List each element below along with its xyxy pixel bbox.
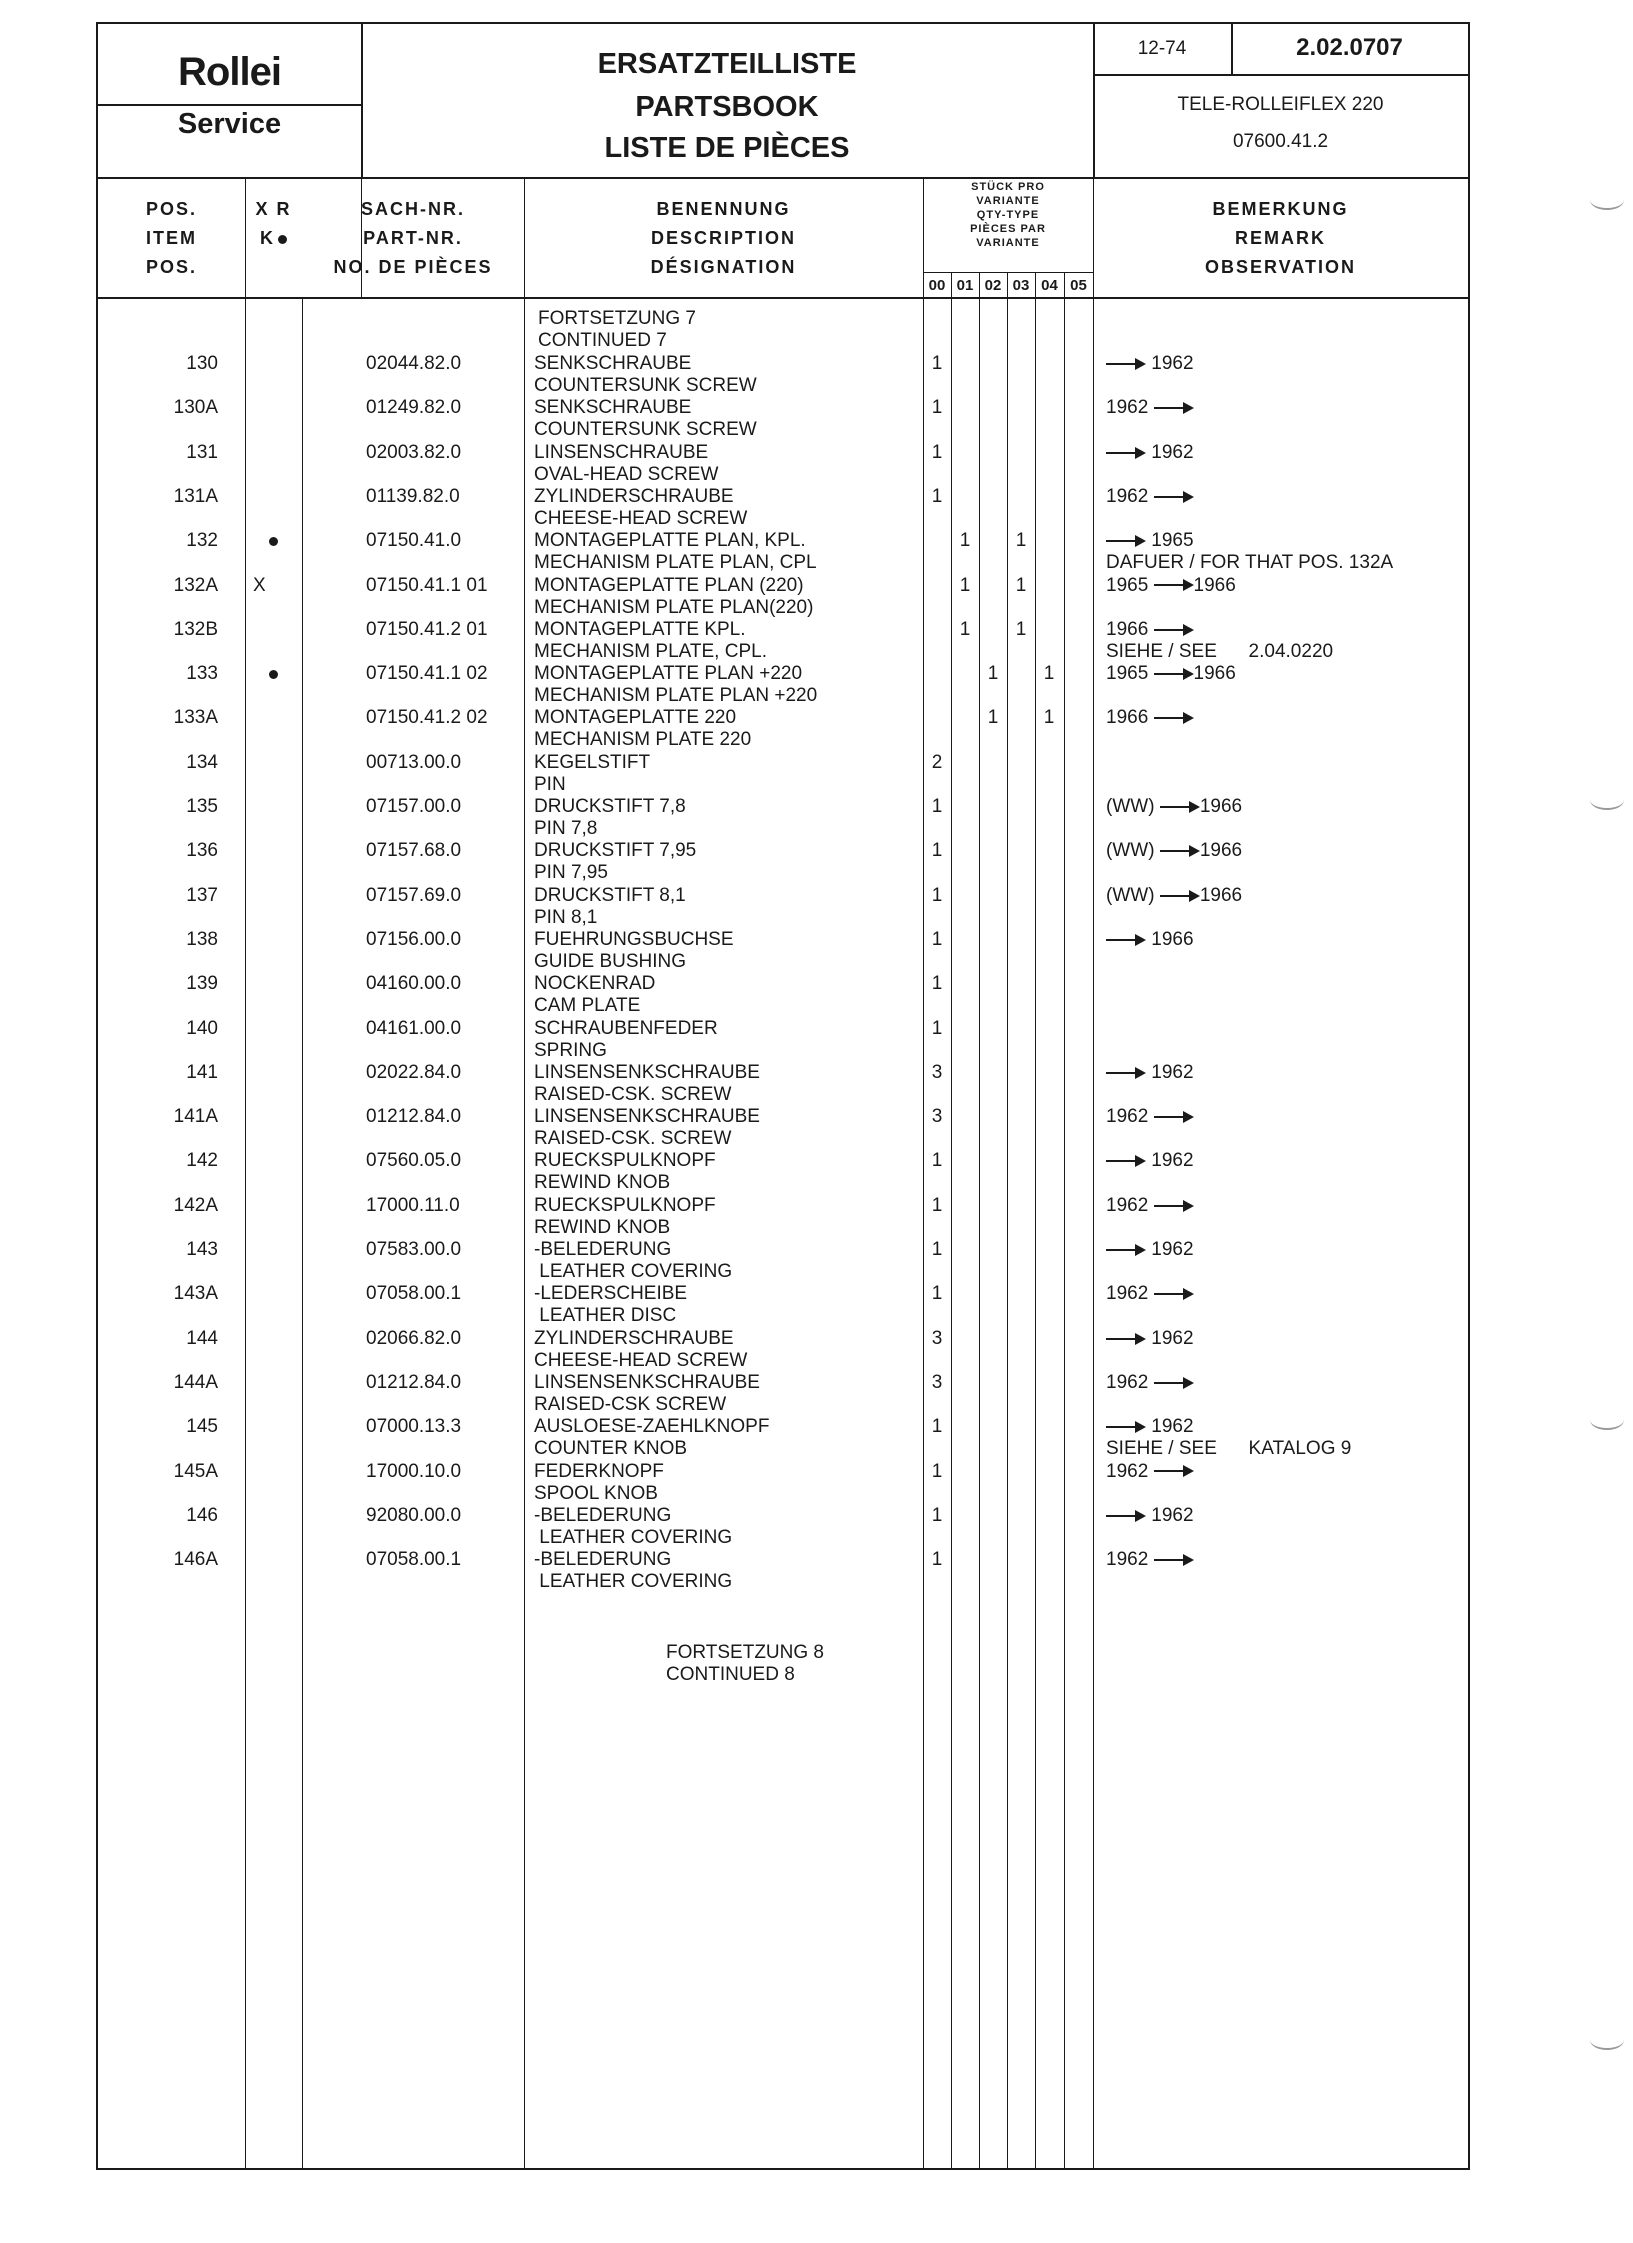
col-xr-label: X R [255,199,292,219]
bullet-icon [269,537,278,546]
arrow-right-icon [1106,447,1146,459]
row-desc-de: LINSENSENKSCHRAUBE [534,1061,760,1083]
row-desc-en: CHEESE-HEAD SCREW [534,507,748,529]
row-desc-de: ZYLINDERSCHRAUBE [534,485,734,507]
row-remark [1106,575,1236,597]
bullet-icon [278,235,287,244]
col-remark-de: BEMERKUNG [1212,199,1349,219]
row-desc-de: SENKSCHRAUBE [534,397,692,419]
row-desc-en: MECHANISM PLATE 220 [534,729,752,751]
row-pos: 138 [186,928,218,950]
logo-box [98,24,363,177]
row-qty-variant-0: 1 [931,1283,943,1305]
row-pos: 146 [186,1504,218,1526]
remark-year: 1966 [1106,618,1154,640]
qty-title [923,180,1093,250]
row-pos: 133A [173,707,218,729]
row-part-number: 07157.69.0 [366,884,462,906]
row-pos: 140 [186,1017,218,1039]
row-pos: 132 [186,530,218,552]
row-qty-variant-0: 1 [931,1150,943,1172]
row-part-number: 07150.41.2 02 [366,707,488,729]
row-pos: 132A [173,574,218,596]
row-desc-de: MONTAGEPLATTE PLAN (220) [534,574,804,596]
continued-from-de: FORTSETZUNG 7 [538,308,696,329]
row-pos: 143A [173,1283,218,1305]
row-desc-de: FEDERKNOPF [534,1460,664,1482]
row-qty-variant-0: 1 [931,1549,943,1571]
arrow-right-icon [1154,624,1194,636]
row-desc-de: LINSENSENKSCHRAUBE [534,1371,760,1393]
row-desc-en: LEATHER COVERING [534,1261,733,1282]
row-qty-variant-0: 2 [931,751,943,773]
remark-year: 1962 [1146,1416,1194,1438]
row-qty-variant-0: 3 [931,1061,943,1083]
row-remark [1106,663,1236,685]
col-xr-header [245,177,302,297]
row-pos: 142 [186,1150,218,1172]
variant-05: 05 [1070,277,1087,294]
row-desc-de: RUECKSPULKNOPF [534,1150,716,1172]
row-qty-variant-0: 1 [931,796,943,817]
row-part-number: 07150.41.2 01 [366,618,488,640]
row-part-number: 07000.13.3 [366,1416,462,1438]
row-desc-en: PIN 8,1 [534,906,598,928]
remark-year: 1962 [1106,397,1154,419]
remark-year: 1966 [1106,707,1154,729]
row-pos: 130A [173,397,218,419]
row-part-number: 07156.00.0 [366,928,462,950]
row-remark [1106,1062,1194,1084]
col-part-en: PART-NR. [363,228,463,248]
variant-01: 01 [956,277,974,294]
row-remark [1106,530,1194,552]
row-part-number: 01212.84.0 [366,1106,462,1128]
remark-year-to: 1966 [1199,796,1243,817]
remark-year: 1962 [1106,1106,1154,1128]
row-pos: 142A [173,1194,218,1216]
title-de: ERSATZTEILLISTE [597,48,857,80]
binder-hole-mark [1590,2030,1624,2050]
continued-to-en: CONTINUED 8 [666,1664,795,1685]
row-pos: 134 [186,751,218,773]
row-pos: 144A [173,1371,218,1393]
arrow-right-icon [1106,358,1146,370]
row-desc-en: MECHANISM PLATE PLAN(220) [534,596,814,618]
row-desc-en: GUIDE BUSHING [534,950,687,972]
row-desc-en: CAM PLATE [534,995,641,1017]
arrow-right-icon [1154,1111,1194,1123]
row-desc-en: LEATHER COVERING [534,1571,733,1593]
row-qty-variant-3: 1 [1015,530,1027,552]
continued-from-en: CONTINUED 7 [538,330,667,351]
row-desc-de: LINSENSCHRAUBE [534,441,709,463]
row-desc-en: COUNTERSUNK SCREW [534,419,757,441]
row-desc-en: MECHANISM PLATE PLAN +220 [534,685,818,707]
col-remark-fr: OBSERVATION [1204,257,1356,277]
row-part-number: 07157.00.0 [366,796,462,817]
col-qty-header [923,177,1093,297]
row-desc-de: DRUCKSTIFT 7,95 [534,840,697,862]
row-qty-variant-1: 1 [959,618,971,640]
arrow-right-icon [1160,890,1200,902]
col-k-text: K [260,228,275,248]
row-pos: 141 [186,1061,218,1083]
row-part-number: 07058.00.1 [366,1549,462,1571]
row-qty-variant-0: 1 [931,1194,943,1216]
row-qty-variant-0: 1 [931,840,943,862]
col-pos-header [98,177,245,297]
arrow-right-icon [1106,1421,1146,1433]
arrow-right-icon [1154,491,1194,503]
col-desc-header [524,177,923,297]
row-desc-en: COUNTER KNOB [534,1438,688,1460]
remark-year-to: 1966 [1193,574,1236,596]
arrow-right-icon [1160,845,1200,857]
row-desc-de: SENKSCHRAUBE [534,353,692,374]
title-box [361,24,1095,177]
meta-box [1093,24,1468,177]
row-pos: 145 [186,1416,218,1438]
parts-list-sheet [96,22,1470,2170]
row-remark [1106,840,1242,862]
row-desc-en: PIN 7,8 [534,818,598,839]
arrow-right-icon [1154,579,1194,591]
row-remark [1106,1505,1194,1527]
row-part-number: 07150.41.0 [366,530,462,552]
title-fr: LISTE DE PIÈCES [604,132,850,164]
row-desc-en: COUNTERSUNK SCREW [534,375,757,396]
arrow-right-icon [1106,1244,1146,1256]
sheet-header [98,24,1468,179]
row-remark [1106,619,1194,641]
row-desc-de: NOCKENRAD [534,973,656,995]
brand-logo: Rollei [178,50,281,94]
continued-to-de: FORTSETZUNG 8 [666,1642,824,1663]
variant-02: 02 [984,277,1002,294]
row-pos: 135 [186,796,218,817]
row-part-number: 01139.82.0 [366,485,460,507]
row-qty-variant-0: 1 [931,1460,943,1482]
remark-year: 1962 [1106,1283,1154,1305]
variant-04: 04 [1041,277,1058,294]
row-part-number: 07560.05.0 [366,1150,462,1172]
row-remark [1106,707,1194,729]
remark-year-from: 1965 [1106,663,1154,685]
row-qty-variant-0: 3 [931,1106,943,1128]
row-remark [1106,486,1194,508]
remark-year-from: 1965 [1106,574,1154,596]
row-part-number: 02003.82.0 [366,441,462,463]
row-qty-variant-0: 1 [931,397,943,419]
col-part-de: SACH-NR. [361,199,465,219]
row-remark [1106,1461,1194,1483]
row-remark [1106,885,1242,907]
row-qty-variant-0: 1 [931,353,943,374]
row-desc-en: SPOOL KNOB [534,1482,658,1504]
remark-year: 1962 [1146,441,1194,463]
remark-year: 1962 [1106,1194,1154,1216]
row-qty-variant-0: 3 [931,1327,943,1349]
arrow-right-icon [1154,712,1194,724]
row-desc-en: MECHANISM PLATE PLAN, CPL [534,552,817,574]
row-desc-en: LEATHER DISC [534,1305,677,1327]
col-pos-fr: POS. [145,257,197,277]
row-qty-variant-2: 1 [987,663,999,685]
row-part-number: 17000.11.0 [366,1194,460,1216]
row-part-number: 04160.00.0 [366,973,462,995]
row-desc-de: AUSLOESE-ZAEHLKNOPF [534,1416,770,1438]
bullet-icon [269,670,278,679]
row-desc-en: SPRING [534,1039,607,1061]
row-desc-en: OVAL-HEAD SCREW [534,463,719,485]
row-desc-de: -BELEDERUNG [534,1239,672,1260]
row-remark [1106,1239,1194,1261]
row-remark [1106,1549,1194,1571]
row-remark [1106,442,1194,464]
row-remark-note: DAFUER / FOR THAT POS. 132A [1106,552,1394,574]
row-qty-variant-0: 1 [931,485,943,507]
remark-year: 1962 [1146,1327,1194,1349]
arrow-right-icon [1106,1067,1146,1079]
col-desc-fr: DÉSIGNATION [650,257,797,277]
row-desc-de: MONTAGEPLATTE 220 [534,707,737,729]
row-remark-note: SIEHE / SEE KATALOG 9 [1106,1438,1352,1460]
arrow-right-icon [1106,934,1146,946]
row-part-number: 17000.10.0 [366,1460,462,1482]
row-pos: 131A [173,485,218,507]
row-pos: 143 [186,1239,218,1260]
binder-hole-mark [1590,1410,1624,1430]
remark-year: 1962 [1146,1239,1194,1260]
row-remark [1106,796,1242,818]
row-mark [245,530,302,552]
row-part-number: 07058.00.1 [366,1283,462,1305]
row-part-number: 04161.00.0 [366,1017,462,1039]
remark-year: 1962 [1146,1061,1194,1083]
col-separator [361,177,362,297]
row-desc-de: -BELEDERUNG [534,1504,672,1526]
row-qty-variant-0: 1 [931,884,943,906]
row-qty-variant-2: 1 [987,707,999,729]
row-remark [1106,1372,1194,1394]
qty-title-1: STÜCK PRO [971,181,1045,193]
row-pos: 144 [186,1327,218,1349]
row-pos: 131 [186,441,218,463]
row-part-number: 07583.00.0 [366,1239,462,1260]
col-k-label [245,224,302,253]
row-mark: X [253,574,266,596]
row-desc-de: MONTAGEPLATTE PLAN, KPL. [534,530,806,552]
row-part-number: 01212.84.0 [366,1371,462,1393]
binder-hole-mark [1590,790,1624,810]
remark-year: 1962 [1146,1504,1194,1526]
col-desc-en: DESCRIPTION [650,228,796,248]
row-desc-en: PIN 7,95 [534,862,608,884]
variant-header-row [923,272,1093,298]
row-part-number: 00713.00.0 [366,751,462,773]
row-desc-de: FUEHRUNGSBUCHSE [534,928,734,950]
row-desc-de: MONTAGEPLATTE PLAN +220 [534,663,803,685]
arrow-right-icon [1154,402,1194,414]
row-pos: 133 [186,663,218,685]
row-qty-variant-0: 3 [931,1371,943,1393]
row-desc-de: DRUCKSTIFT 7,8 [534,796,686,817]
remark-year: 1962 [1106,1549,1154,1571]
arrow-right-icon [1160,801,1200,813]
arrow-right-icon [1154,1200,1194,1212]
arrow-right-icon [1154,1465,1194,1477]
row-qty-variant-0: 1 [931,441,943,463]
row-qty-variant-3: 1 [1015,574,1027,596]
row-desc-en: CHEESE-HEAD SCREW [534,1349,748,1371]
row-remark [1106,1328,1194,1350]
row-qty-variant-1: 1 [959,574,971,596]
row-pos: 141A [173,1106,218,1128]
row-desc-en: REWIND KNOB [534,1216,671,1238]
row-desc-en: RAISED-CSK. SCREW [534,1083,732,1105]
row-desc-en: RAISED-CSK. SCREW [534,1128,732,1150]
arrow-right-icon [1154,1554,1194,1566]
arrow-right-icon [1106,535,1146,547]
title-en: PARTSBOOK [635,91,819,123]
row-qty-variant-0: 1 [931,1504,943,1526]
row-remark [1106,1106,1194,1128]
row-qty-variant-0: 1 [931,928,943,950]
row-pos: 139 [186,973,218,995]
remark-year-to: 1966 [1199,884,1243,906]
qty-title-5: VARIANTE [976,237,1040,249]
row-part-number: 07150.41.1 01 [366,574,488,596]
row-pos: 130 [186,353,218,374]
col-desc-de: BENENNUNG [656,199,791,219]
variant-00: 00 [928,277,946,294]
parts-table-body [98,297,1468,2168]
row-qty-variant-0: 1 [931,1416,943,1438]
col-pos-en: ITEM [146,228,197,248]
remark-year-from: (WW) [1106,840,1160,862]
row-desc-de: RUECKSPULKNOPF [534,1194,716,1216]
row-qty-variant-4: 1 [1043,663,1055,685]
arrow-right-icon [1106,1333,1146,1345]
row-qty-variant-0: 1 [931,1239,943,1260]
remark-year: 1962 [1106,1460,1154,1482]
row-remark-note: SIEHE / SEE 2.04.0220 [1106,640,1334,662]
row-part-number: 02044.82.0 [366,353,462,374]
row-qty-variant-1: 1 [959,530,971,552]
model-code: 07600.41.2 [1232,131,1329,152]
issue-date: 12-74 [1093,24,1233,76]
row-desc-en: MECHANISM PLATE, CPL. [534,640,767,662]
row-desc-de: DRUCKSTIFT 8,1 [534,884,686,906]
row-desc-de: LINSENSENKSCHRAUBE [534,1106,760,1128]
camera-model: TELE-ROLLEIFLEX 220 [1177,94,1384,115]
row-desc-de: -BELEDERUNG [534,1549,672,1571]
remark-year-to: 1966 [1193,663,1236,685]
row-desc-en: LEATHER COVERING [534,1526,733,1548]
arrow-right-icon [1154,1288,1194,1300]
remark-year: 1962 [1146,1150,1194,1172]
row-pos: 145A [173,1460,218,1482]
arrow-right-icon [1154,1377,1194,1389]
row-qty-variant-4: 1 [1043,707,1055,729]
row-pos: 136 [186,840,218,862]
remark-year: 1962 [1146,353,1194,374]
arrow-right-icon [1106,1510,1146,1522]
variant-03: 03 [1012,277,1030,294]
col-part-header [302,177,524,297]
row-desc-de: -LEDERSCHEIBE [534,1283,688,1305]
qty-title-3: QTY-TYPE [976,209,1040,221]
row-part-number: 07157.68.0 [366,840,462,862]
service-label: Service [177,108,282,140]
row-qty-variant-0: 1 [931,1017,943,1039]
arrow-right-icon [1106,1155,1146,1167]
row-part-number: 92080.00.0 [366,1504,462,1526]
qty-title-2: VARIANTE [976,195,1040,207]
row-remark [1106,1283,1194,1305]
row-part-number: 02066.82.0 [366,1327,462,1349]
remark-year-to: 1966 [1199,840,1243,862]
row-remark [1106,929,1194,951]
row-part-number: 07150.41.1 02 [366,663,488,685]
row-mark [245,663,302,685]
row-qty-variant-0: 1 [931,973,943,995]
arrow-right-icon [1154,668,1194,680]
row-remark [1106,1195,1194,1217]
row-desc-en: PIN [534,773,566,795]
col-remark-en: REMARK [1235,228,1326,248]
row-desc-de: ZYLINDERSCHRAUBE [534,1327,734,1349]
row-desc-de: MONTAGEPLATTE KPL. [534,618,746,640]
row-desc-de: KEGELSTIFT [534,751,651,773]
remark-year: 1966 [1146,928,1194,950]
column-headers [98,177,1468,299]
row-remark [1106,353,1194,375]
col-remark-header [1093,177,1468,297]
remark-year: 1962 [1106,485,1154,507]
row-desc-en: RAISED-CSK SCREW [534,1393,727,1415]
col-pos-de: POS. [145,199,197,219]
row-desc-en: REWIND KNOB [534,1172,671,1194]
document-number: 2.02.0707 [1231,24,1468,76]
row-qty-variant-3: 1 [1015,618,1027,640]
row-remark [1106,1416,1194,1438]
remark-year: 1962 [1106,1371,1154,1393]
row-pos: 137 [186,884,218,906]
row-part-number: 02022.84.0 [366,1061,462,1083]
remark-year-from: (WW) [1106,796,1160,817]
remark-year-from: (WW) [1106,884,1160,906]
row-part-number: 01249.82.0 [366,397,462,419]
row-desc-de: SCHRAUBENFEDER [534,1017,718,1039]
col-part-fr: NO. DE PIÈCES [333,257,493,277]
row-remark [1106,1150,1194,1172]
binder-hole-mark [1590,190,1624,210]
row-pos: 132B [173,618,218,640]
qty-title-4: PIÈCES PAR [970,223,1046,235]
remark-year: 1965 [1146,530,1194,552]
row-pos: 146A [173,1549,218,1571]
row-remark [1106,397,1194,419]
